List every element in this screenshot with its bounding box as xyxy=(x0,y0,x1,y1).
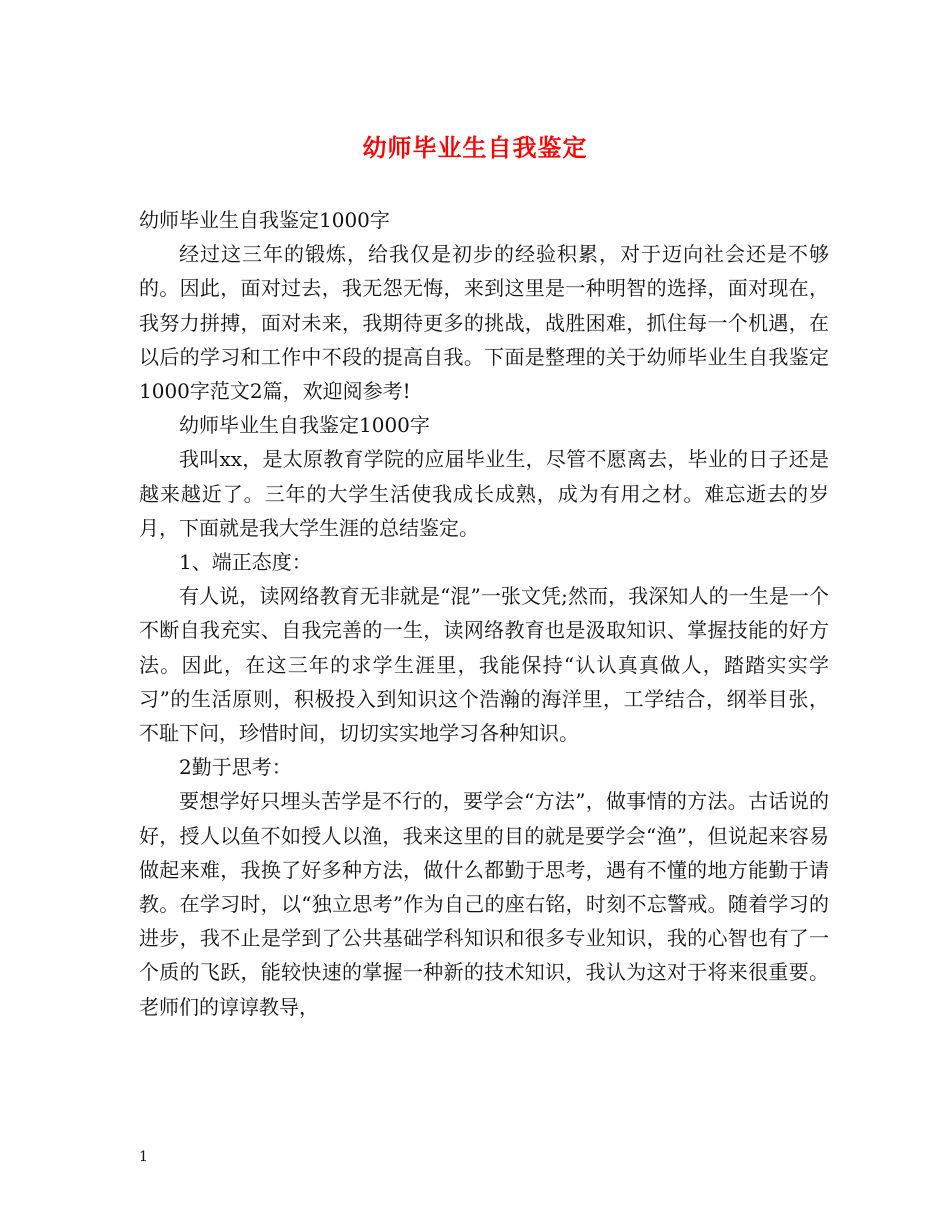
document-title: 幼师毕业生自我鉴定 xyxy=(362,133,588,162)
section-heading: 幼师毕业生自我鉴定1000字 xyxy=(179,413,430,438)
point-heading-thinking: 2勤于思考： xyxy=(179,755,292,780)
subtitle-paragraph: 幼师毕业生自我鉴定1000字 xyxy=(139,208,390,232)
point-heading-attitude: 1、端正态度： xyxy=(179,550,312,575)
body-paragraph: 要想学好只埋头苦学是不行的，要学会“方法”，做事情的方法。古话说的好，授人以鱼不如授人以渔，我来这里的目的就是要学会“渔”，但说起来容易做起来难，我换了好多种方法，做什么都勤于思考，遇有不懂的地方能勤于请教。在学习时，以“独立思考”作为自己的座右铭，时刻不忘警戒。随着学习的进步，我不止是学到了公共基础学科知识和很多专业知识，我的心智也有了一个质的飞跃，能较快速的掌握一种新的技术知识，我认为这对于将来很重要。老师们的谆谆教导， xyxy=(139,789,829,1019)
body-paragraph: 有人说，读网络教育无非就是“混”一张文凭;然而，我深知人的一生是一个不断自我充实、自我完善的一生，读网络教育也是汲取知识、掌握技能的好方法。因此，在这三年的求学生涯里，我能保持“认认真真做人，踏踏实实学习”的生活原则，积极投入到知识这个浩瀚的海洋里，工学结合，纲举目张，不耻下问，珍惜时间，切切实实地学习各种知识。 xyxy=(139,584,829,746)
page-number: 1 xyxy=(139,1149,148,1165)
document-body xyxy=(139,203,829,1024)
intro-paragraph: 经过这三年的锻炼，给我仅是初步的经验积累，对于迈向社会还是不够的。因此，面对过去，我无怨无悔，来到这里是一种明智的选择，面对现在，我努力拼搏，面对未来，我期待更多的挑战，战胜困难，抓住每一个机遇，在以后的学习和工作中不段的提高自我。下面是整理的关于幼师毕业生自我鉴定1000字范文2篇，欢迎阅参考! xyxy=(139,242,829,404)
body-paragraph: 我叫xx，是太原教育学院的应届毕业生，尽管不愿离去，毕业的日子还是越来越近了。三年的大学生活使我成长成熟，成为有用之材。难忘逝去的岁月，下面就是我大学生涯的总结鉴定。 xyxy=(139,447,829,540)
